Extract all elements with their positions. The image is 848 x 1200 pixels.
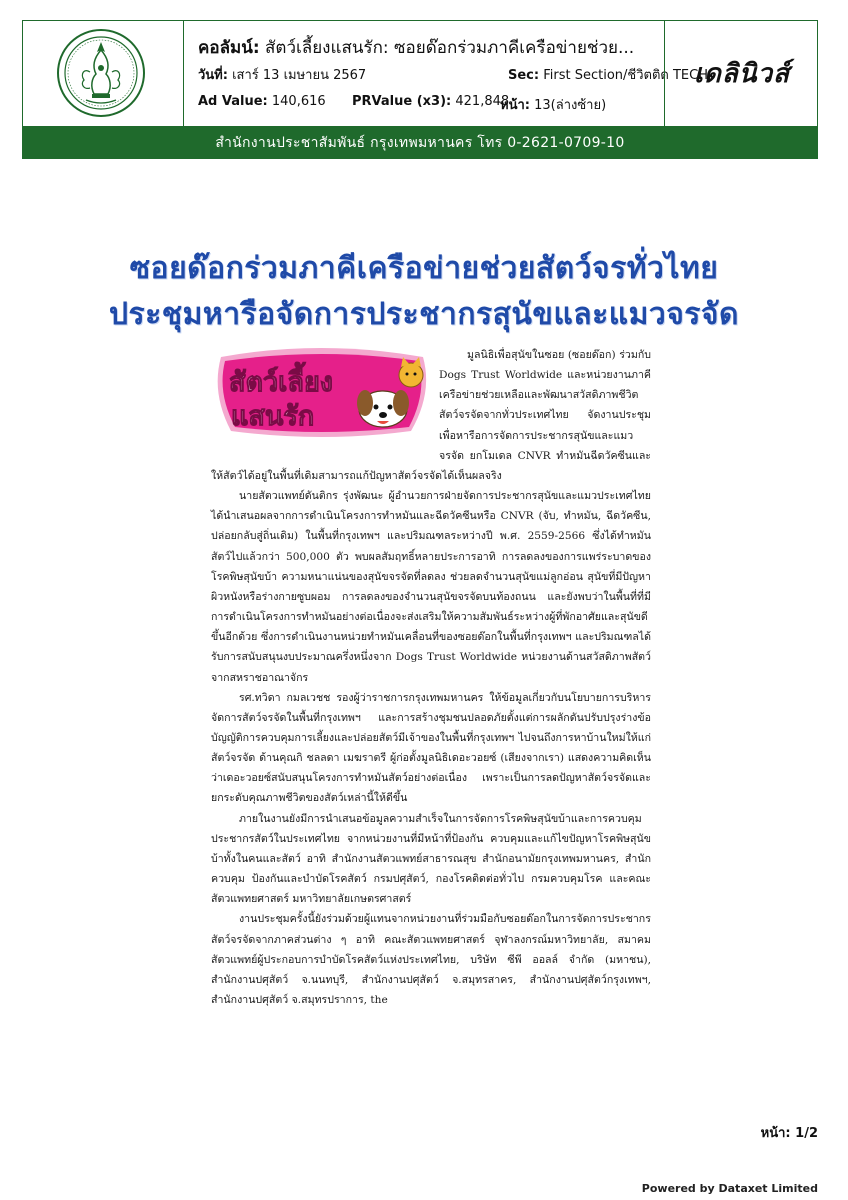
pet-logo-graphic [211, 345, 433, 440]
column-label: คอลัมน์: [198, 38, 260, 58]
column-value: สัตว์เลี้ยงแสนรัก: ซอยด๊อกร่วมภาคีเครือข่ายช่วย... [265, 38, 635, 58]
footer-credit: Powered by Dataxet Limited [641, 1182, 818, 1195]
header-box [22, 20, 818, 127]
section-value: First Section/ชีวิตติด TECH [543, 68, 708, 83]
logo-line-1: สัตว์เลี้ยง [229, 367, 333, 398]
headline-line-2: ประชุมหารือจัดการประชากรสุนัขและแมวจรจัด [109, 297, 739, 332]
newspaper-brand: เดลินิวส์ [694, 59, 790, 89]
puppy-icon [357, 390, 409, 427]
agency-text: สำนักงานประชาสัมพันธ์ กรุงเทพมหานคร โทร 0-2621-0709-10 [215, 135, 625, 151]
section-line [508, 64, 708, 85]
ad-value: 140,616 [271, 94, 326, 109]
article-paragraph-5: งานประชุมครั้งนี้ยังร่วมด้วยผู้แทนจากหน่วยงานที่ร่วมมือกับซอยด๊อกในการจัดการประชากรสัตว์จรจัดจากภาคส่วนต่าง ๆ อาทิ คณะสัตวแพทยศาสตร์ จุฬาลงกรณ์มหาวิทยาลัย, สมาคมสัตวแพทย์ผู้ประกอบการบำบัดโรคสัตว์แห่งประเทศไทย, บริษัท ซีพี ออลล์ จำกัด (มหาชน), สำนักงานปศุสัตว์ จ.นนทบุรี, สำนักงานปศุสัตว์ จ.สมุทรสาคร, สำนักงานปศุสัตว์กรุงเทพฯ, สำนักงานปศุสัตว์ จ.สมุทรปราการ, the [211, 913, 651, 1006]
date-label: วันที่: [198, 68, 228, 83]
pr-value-line [352, 94, 509, 109]
logo-line-2: แสนรัก [231, 401, 315, 432]
headline-line-1: ซอยด๊อกร่วมภาคีเครือข่ายช่วยสัตว์จรทั่วไทย [129, 251, 719, 286]
seal-cell [23, 21, 184, 126]
date-line [198, 64, 366, 85]
article-paragraph-3: รศ.ทวิดา กมลเวชช รองผู้ว่าราชการกรุงเทพมหานคร ให้ข้อมูลเกี่ยวกับนโยบายการบริหารจัดการสัตว์จรจัดในพื้นที่กรุงเทพฯ และการสร้างชุมชนปลอดภัยตั้งแต่การผลักดันปรับปรุงร่างข้อบัญญัติการควบคุมการเลี้ยงและปล่อยสัตว์มีเจ้าของในพื้นที่กรุงเทพฯ ไปจนถึงการหาบ้านใหม่ให้แก่สัตว์จรจัด ด้านคุณกิ ชลลดา เมฆราตรี ผู้ก่อตั้งมูลนิธิเดอะวอยซ์ (เสียงจากเรา) แสดงความคิดเห็นว่าเดอะวอยซ์สนับสนุนโครงการทำหมันสัตว์อย่างต่อเนื่อง เพราะเป็นการลดปัญหาสัตว์จรจัดและยกระดับคุณภาพชีวิตของสัตว์เหล่านี้ให้ดีขึ้น [211, 691, 651, 805]
column-line [198, 34, 660, 61]
page-line [500, 94, 606, 115]
brand-cell [664, 21, 819, 126]
article-paragraph-2: นายสัตวแพทย์ดันติกร รุ่งพัฒนะ ผู้อำนวยการฝ่ายจัดการประชากรสุนัขและแมวประเทศไทย ได้นำเสนอผลจากการดำเนินโครงการทำหมันและฉีดวัคซีนหรือ CNVR (จับ, ทำหมัน, ฉีดวัคซีน, ปล่อยกลับสู่ถิ่นเดิม) ในพื้นที่กรุงเทพฯ และปริมณฑลระหว่างปี พ.ศ. 2559-2566 ซึ่งได้ทำหมันสัตว์ไปแล้วกว่า 500,000 ตัว พบผลสัมฤทธิ์หลายประการอาทิ การลดลงของการแพร่ระบาดของโรคพิษสุนัขบ้า ความหนาแน่นของสุนัขจรจัดที่ลดลง ช่วยลดจำนวนสุนัขแม่ลูกอ่อน สุนัขที่มีปัญหาผิวหนังหรือร่างกายซูบผอม การลดลงของจำนวนสุนัขจรจัดบนท้องถนน และยังพบว่าในพื้นที่ที่มีการดำเนินโครงการทำหมันอย่างต่อเนื่องจะส่งเสริมให้ความสัมพันธ์ระหว่างผู้ที่พักอาศัยและสุนัขดีขึ้นอีกด้วย ซึ่งการดำเนินงานหน่วยทำหมันเคลื่อนที่ของซอยด๊อกในพื้นที่กรุงเทพฯ และปริมณฑลได้รับการสนับสนุนงบประมาณครึ่งหนึ่งจาก Dogs Trust Worldwide หน่วยงานด้านสวัสดิภาพสัตว์จากสหราชอาณาจักร [211, 490, 651, 684]
agency-bar [22, 127, 818, 159]
page-indicator: หน้า: 1/2 [760, 1126, 818, 1141]
ad-value-label: Ad Value: [198, 94, 268, 109]
ad-value-line [198, 94, 326, 109]
pr-value: 421,848 [455, 94, 510, 109]
article-body [211, 345, 651, 1085]
meta-cell [184, 21, 708, 126]
article-paragraph-1: มูลนิธิเพื่อสุนัขในซอย (ซอยด๊อก) ร่วมกับ Dogs Trust Worldwide และหน่วยงานภาคีเครือข่ายช่วยเหลือและพัฒนาสวัสดิภาพชีวิตสัตว์จรจัดจากทั่วประเทศไทย จัดงานประชุมเพื่อหารือการจัดการประชากรสุนัขและแมวจรจัด ยกโมเดล CNVR ทำหมันฉีดวัคซีนและให้สัตว์ได้อยู่ในพื้นที่เดิมสามารถแก้ปัญหาสัตว์จรจัดได้เห็นผลจริง [211, 349, 651, 482]
date-value: เสาร์ 13 เมษายน 2567 [232, 68, 367, 83]
page-value: 13(ล่างซ้าย) [534, 98, 607, 113]
column-logo [211, 345, 439, 446]
bangkok-seal-icon [56, 28, 146, 118]
pr-value-label: PRValue (x3): [352, 94, 452, 109]
page-label: หน้า: [500, 98, 530, 113]
section-label: Sec: [508, 68, 540, 83]
article-paragraph-4: ภายในงานยังมีการนำเสนอข้อมูลความสำเร็จในการจัดการโรคพิษสุนัขบ้าและการควบคุมประชากรสัตว์ในประเทศไทย จากหน่วยงานที่มีหน้าที่ป้องกัน ควบคุมและแก้ไขปัญหาโรคพิษสุนัขบ้าทั้งในคนและสัตว์ อาทิ สำนักงานสัตวแพทย์สาธารณสุข สำนักอนามัยกรุงเทพมหานคร, สำนักควบคุม ป้องกันและบำบัดโรคสัตว์ กรมปศุสัตว์, กองโรคติดต่อทั่วไป กรมควบคุมโรค และคณะสัตวแพทยศาสตร์ มหาวิทยาลัยเกษตรศาสตร์ [211, 812, 651, 906]
